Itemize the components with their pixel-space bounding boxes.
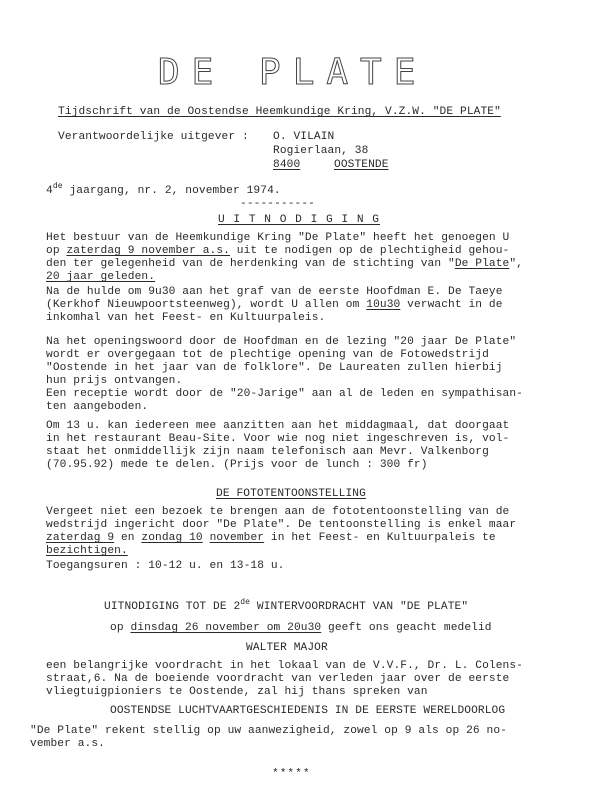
lecture-paragraph [46, 660, 523, 699]
text-line: "Oostende in het jaar van de folklore". De Laureaten zullen hierbij [46, 362, 503, 374]
lecture-heading: UITNODIGING TOT DE 2de WINTERVOORDRACHT VAN "DE PLATE" [104, 598, 469, 613]
text-line: straat,6. Na de boeiende voordracht van verleden jaar over de eerste [46, 673, 510, 685]
lecture-date-line: op dinsdag 26 november om 20u30 geeft ons geacht medelid [110, 622, 492, 634]
text-line: "De Plate" rekent stellig op uw aanwezigheid, zowel op 9 als op 26 no- [30, 725, 507, 737]
invitation-paragraph-4 [46, 420, 509, 472]
text-line: (70.95.92) mede te delen. (Prijs voor de lunch : 300 fr) [46, 459, 428, 471]
text-line: een belangrijke voordracht in het lokaal van de V.V.F., Dr. L. Colens- [46, 660, 523, 672]
text-line: zaterdag 9 en zondag 10 november in het Feest- en Kultuurpaleis te [46, 532, 496, 544]
issue-line [46, 180, 281, 198]
masthead-subtitle: Tijdschrift van de Oostendse Heemkundige Kring, V.Z.W. "DE PLATE" [58, 106, 501, 118]
text-line: Het bestuur van de Heemkundige Kring "De Plate" heeft het genoegen U [46, 232, 510, 244]
invitation-paragraph-1 [46, 232, 523, 284]
end-mark: ***** [272, 768, 311, 780]
exhibition-heading: DE FOTOTENTOONSTELLING [216, 488, 366, 500]
text-line: bezichtigen. [46, 545, 128, 557]
issue-ordinal-suffix: de [52, 182, 63, 191]
separator: ----------- [240, 198, 315, 210]
text-line: 20 jaar geleden. [46, 271, 156, 283]
issue-ordinal: 4 [46, 185, 53, 197]
masthead-title: DE PLATE [158, 52, 428, 93]
text-line: (Kerkhof Nieuwpoortsteenweg), wordt U allen om 10u30 verwacht in de [46, 299, 503, 311]
text-line: ten aangeboden. [46, 401, 149, 413]
publisher-postcode: 8400 [273, 159, 301, 171]
publisher-label: Verantwoordelijke uitgever : [58, 131, 249, 143]
text-line: op zaterdag 9 november a.s. uit te nodigen op de plechtigheid gehou- [46, 245, 510, 257]
text-line: den ter gelegenheid van de herdenking van de stichting van "De Plate", [46, 258, 523, 270]
text-line: staat het onmiddellijk zijn naam telefonisch aan Mevr. Valkenborg [46, 446, 489, 458]
closing-paragraph [30, 725, 507, 751]
text-line: inkomhal van het Feest- en Kultuurpaleis. [46, 312, 326, 324]
publisher-city: OOSTENDE [334, 159, 389, 171]
text-line: wedstrijd ingericht door "De Plate". De tentoonstelling is enkel maar [46, 519, 517, 531]
exhibition-paragraph [46, 506, 516, 558]
text-line: Na het openingswoord door de Hoofdman en de lezing "20 jaar De Plate" [46, 336, 517, 348]
text-line: Vergeet niet een bezoek te brengen aan de fototentoonstelling van de [46, 506, 510, 518]
issue-text: jaargang, nr. 2, november 1974. [69, 185, 281, 197]
exhibition-hours: Toegangsuren : 10-12 u. en 13-18 u. [46, 560, 285, 572]
invitation-paragraph-2 [46, 286, 503, 325]
text-line: Na de hulde om 9u30 aan het graf van de eerste Hoofdman E. De Taeye [46, 286, 503, 298]
text-line: wordt er overgegaan tot de plechtige opening van de Fotowedstrijd [46, 349, 489, 361]
invitation-paragraph-3 [46, 336, 523, 414]
text-line: vliegtuigpioniers te Oostende, zal hij thans spreken van [46, 686, 428, 698]
text-line: Om 13 u. kan iedereen mee aanzitten aan het middagmaal, dat doorgaat [46, 420, 510, 432]
text-line: hun prijs ontvangen. [46, 375, 183, 387]
lecture-topic: OOSTENDSE LUCHTVAARTGESCHIEDENIS IN DE EERSTE WERELDOORLOG [110, 705, 506, 717]
text-line: Een receptie wordt door de "20-Jarige" aan al de leden en sympathisan- [46, 388, 523, 400]
lecture-speaker: WALTER MAJOR [246, 642, 328, 654]
text-line: in het restaurant Beau-Site. Voor wie nog niet ingeschreven is, vol- [46, 433, 510, 445]
publisher-name: O. VILAIN [273, 131, 335, 143]
publisher-street: Rogierlaan, 38 [273, 145, 369, 157]
text-line: vember a.s. [30, 738, 105, 750]
invitation-heading: U I T N O D I G I N G [218, 214, 380, 226]
